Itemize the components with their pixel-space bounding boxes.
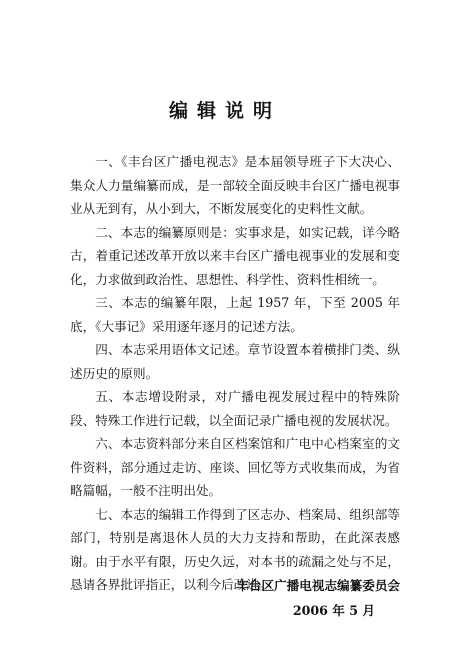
paragraph-2: 二、本志的编纂原则是：实事求是，如实记载，详今略古，着重记述改革开放以来丰台区广播电视事业的发展和变化，力求做到政治性、思想性、科学性、资料性相统一。: [70, 224, 400, 287]
paragraph-7: 七、本志的编辑工作得到了区志办、档案局、组织部等部门，特别是离退休人员的大力支持和帮助，在此深表感谢。由于水平有限，历史久远，对本书的疏漏之处与不足，恳请各界批评指正，以利今后改进。: [70, 506, 400, 592]
signature-date: 2006 年 5 月: [292, 603, 375, 618]
editorial-notes: [70, 150, 400, 597]
signature-organization: 丰台区广播电视志编纂委员会: [236, 578, 400, 593]
paragraph-1: 一、《丰台区广播电视志》是本届领导班子下大决心、集众人力量编纂而成，是一部较全面反映丰台区广播电视事业从无到有，从小到大，不断发展变化的史料性文献。: [70, 154, 400, 216]
paragraph-3: 三、本志的编纂年限，上起 1957 年，下至 2005 年底，《大事记》采用逐年逐月的记述方法。: [70, 295, 400, 334]
paragraph-5: 五、本志增设附录，对广播电视发展过程中的特殊阶段、特殊工作进行记载，以全面记录广播电视的发展状况。: [70, 389, 400, 428]
page-title: 编辑说明: [168, 100, 281, 122]
paragraph-4: 四、本志采用语体文记述。章节设置本着横排门类、纵述历史的原则。: [70, 342, 400, 381]
paragraph-6: 六、本志资料部分来自区档案馆和广电中心档案室的文件资料，部分通过走访、座谈、回忆等方式收集而成，为省略篇幅，一般不注明出处。: [70, 436, 400, 498]
